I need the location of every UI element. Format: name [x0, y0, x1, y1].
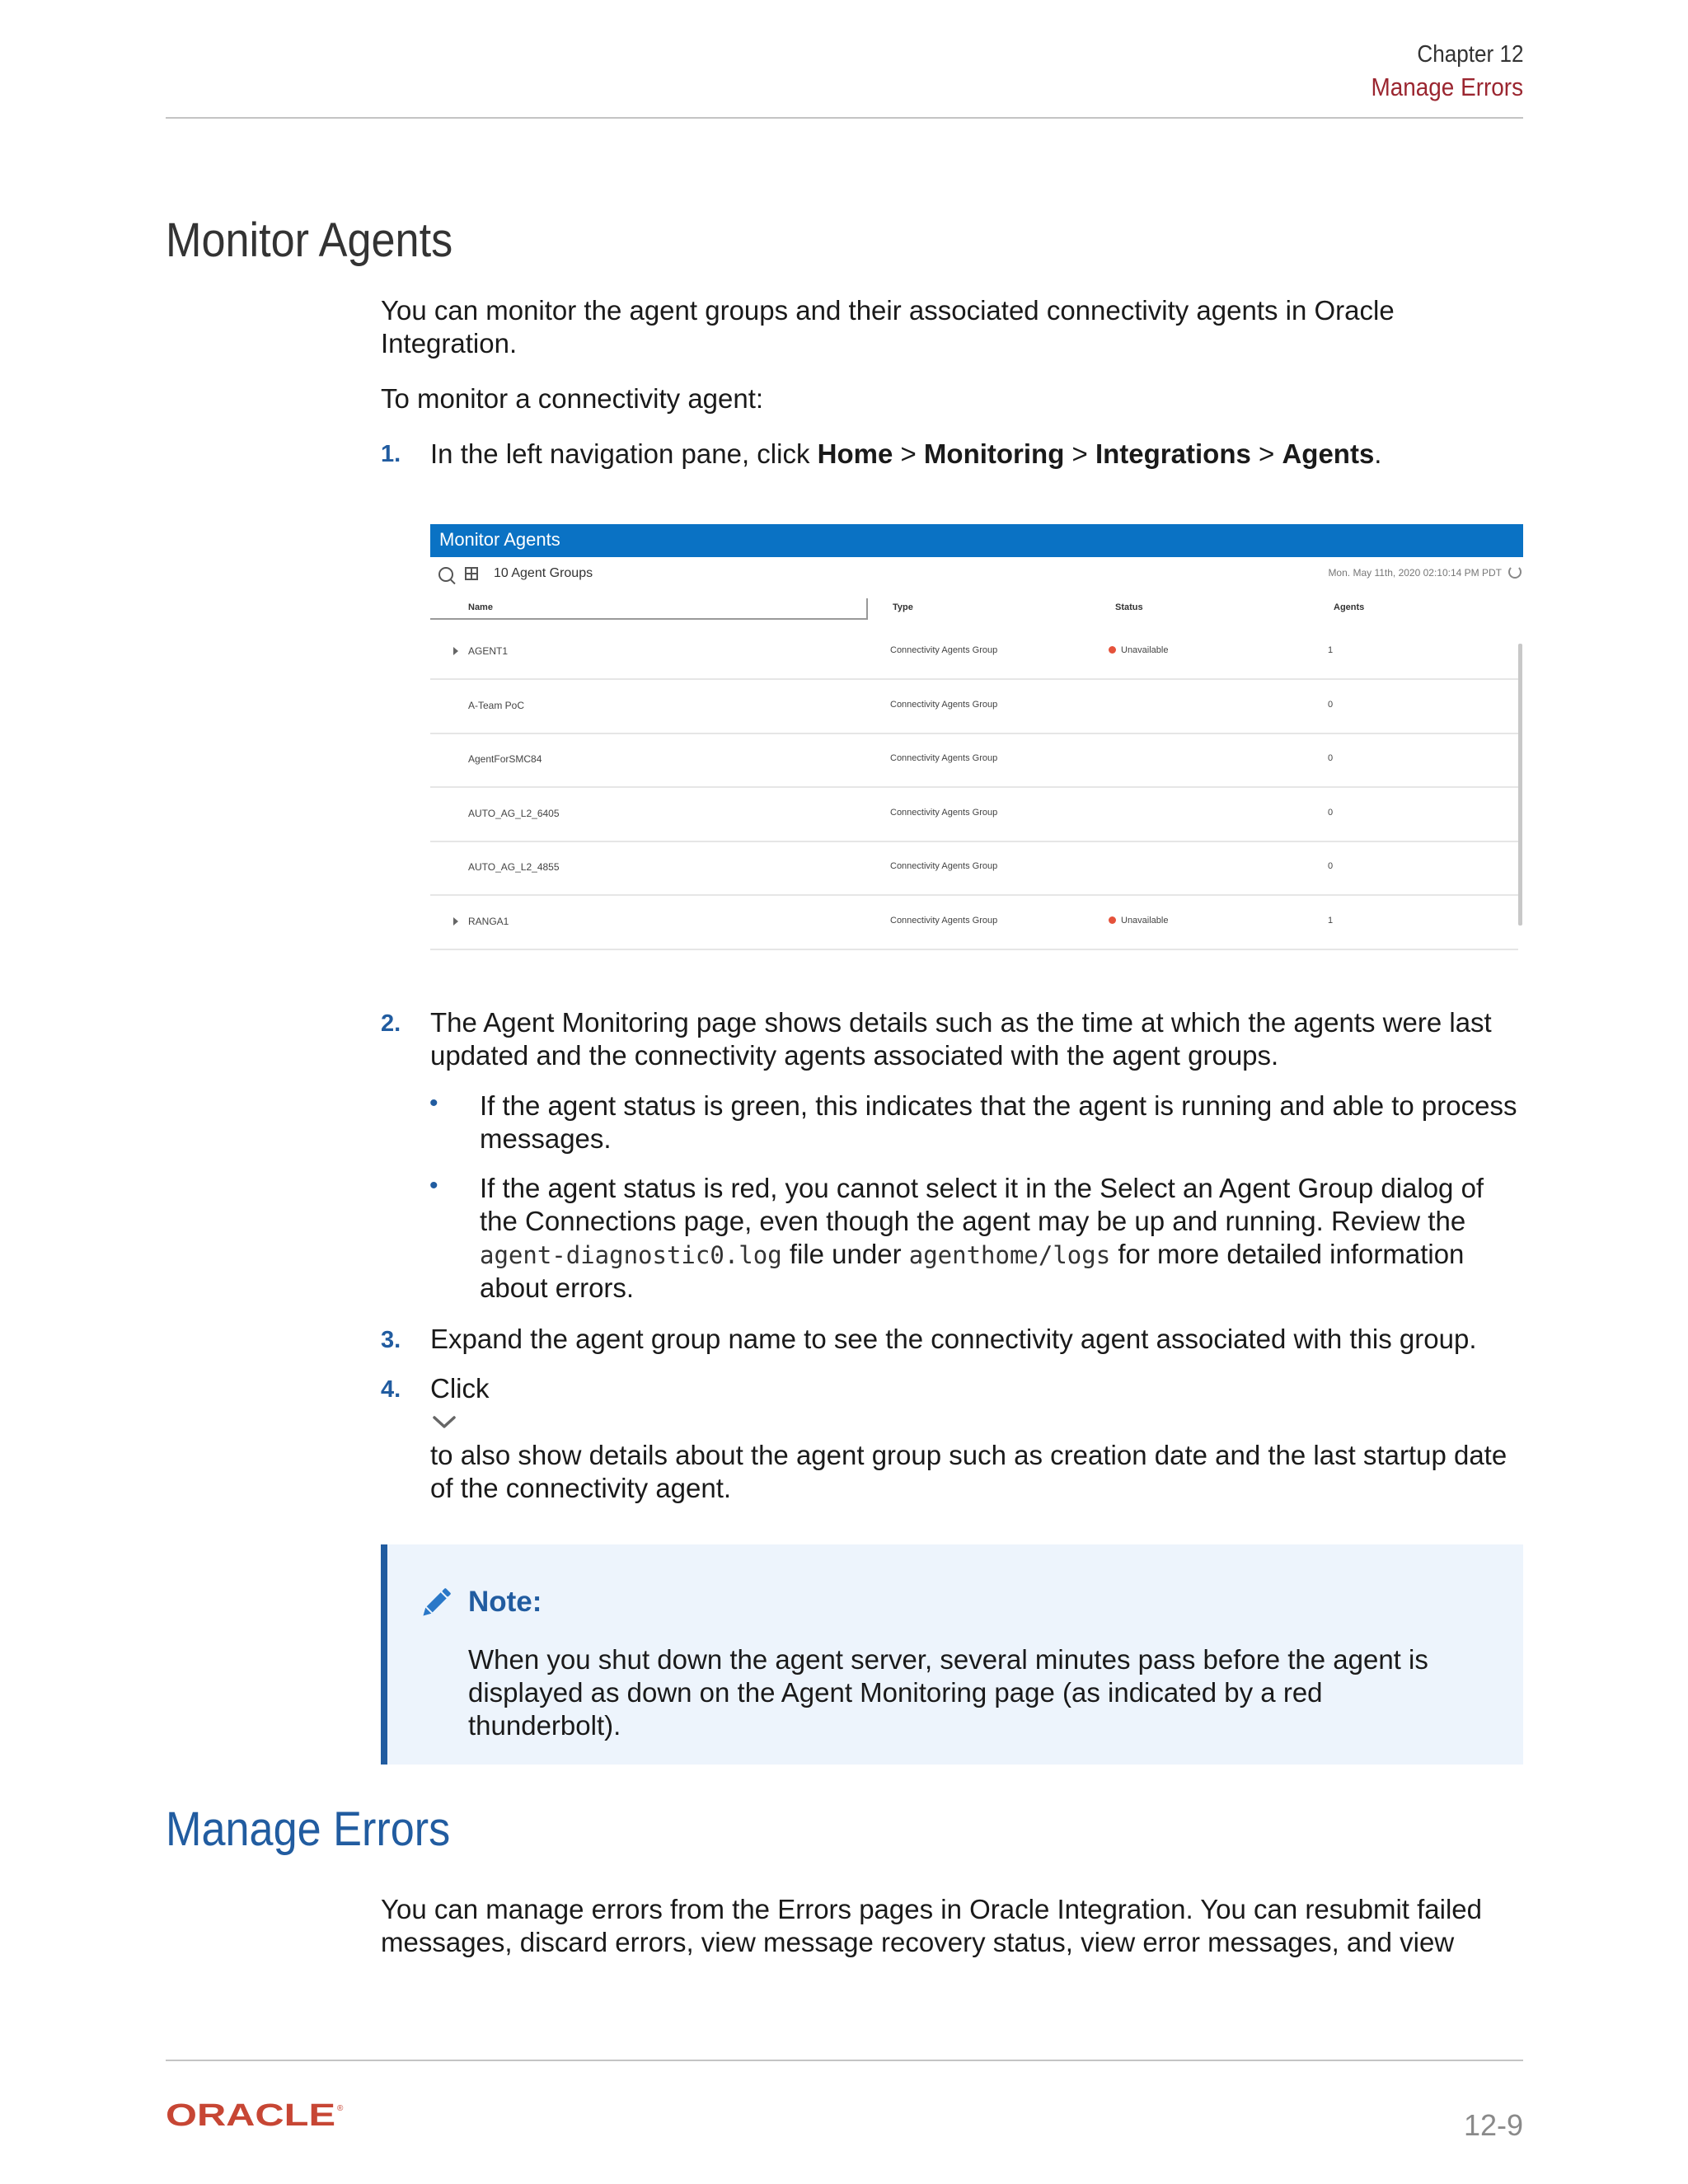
monitor-intro — [381, 294, 1523, 360]
step-number: 1. — [381, 441, 401, 467]
agent-count: 0 — [1328, 808, 1334, 818]
agent-group-type: Connectivity Agents Group — [890, 916, 998, 926]
note-title: Note: — [468, 1586, 542, 1618]
svg-text:®: ® — [337, 2104, 344, 2113]
name-column-header-box — [430, 598, 868, 620]
running-header-chapter: Chapter 12 — [1416, 41, 1523, 68]
bullet-red-middle: file under — [781, 1239, 909, 1269]
oracle-logo — [166, 2101, 347, 2129]
agent-group-status — [1109, 645, 1168, 655]
agent-group-type: Connectivity Agents Group — [890, 753, 998, 763]
last-updated-timestamp: Mon. May 11th, 2020 02:10:14 PM PDT — [1328, 567, 1502, 579]
nav-path-monitoring: Monitoring — [923, 438, 1065, 469]
oracle-logo-text: ORACLE — [166, 2101, 335, 2129]
table-row — [430, 786, 1518, 842]
agent-group-name: A-Team PoC — [468, 700, 525, 711]
table-row — [430, 840, 1518, 896]
page-number: 12-9 — [1463, 2108, 1523, 2142]
step-4-click: Click — [430, 1373, 490, 1404]
pencil-icon — [417, 1584, 455, 1622]
table-row — [430, 732, 1518, 788]
status-label: Unavailable — [1121, 645, 1169, 655]
agent-count: 0 — [1328, 753, 1334, 763]
note-text: When you shut down the agent server, several minutes pass before the agent is displayed as down on the Agent Monitoring page (as indicated by a red thunderbolt). — [468, 1644, 1428, 1741]
log-file-name: agent-diagnostic0.log — [480, 1241, 782, 1269]
table-row — [430, 624, 1518, 680]
agent-group-status — [1109, 916, 1168, 926]
refresh-icon — [1508, 565, 1522, 579]
agent-group-count: 10 Agent Groups — [494, 566, 593, 580]
bullet-status-red — [480, 1172, 1523, 1305]
step-number: 2. — [381, 1010, 401, 1037]
step-number: 3. — [381, 1327, 401, 1353]
section-title-manage-errors: Manage Errors — [166, 1802, 451, 1856]
agent-group-name: AgentForSMC84 — [468, 753, 542, 765]
agent-group-type: Connectivity Agents Group — [890, 861, 998, 871]
step-4-text: to also show details about the agent group such as creation date and the last startup date of the connectivity agent. — [430, 1440, 1507, 1503]
agent-group-name: AUTO_AG_L2_6405 — [468, 808, 560, 819]
agent-group-name: RANGA1 — [468, 916, 509, 927]
path-separator: > — [1064, 438, 1095, 469]
path-separator: > — [893, 438, 924, 469]
status-dot-icon — [1109, 646, 1116, 654]
step-3-text: Expand the agent group name to see the connectivity agent associated with this group. — [430, 1324, 1477, 1354]
step-2-text: The Agent Monitoring page shows details such as the time at which the agents were last updated and the connectivity agents associated with the agent groups. — [430, 1007, 1492, 1071]
step-1-text — [430, 438, 1523, 471]
search-icon — [438, 567, 453, 582]
screenshot-scrollbar — [1518, 644, 1522, 926]
column-header-status: Status — [1115, 602, 1143, 612]
grid-view-icon — [465, 567, 478, 580]
column-header-name: Name — [468, 602, 493, 612]
nav-path-agents: Agents — [1282, 438, 1375, 469]
header-rule — [166, 117, 1523, 119]
column-header-type: Type — [893, 602, 913, 612]
chevron-down-icon — [432, 1414, 457, 1431]
monitor-agents-screenshot — [430, 524, 1523, 950]
step-1-prefix: In the left navigation pane, click — [430, 438, 818, 469]
nav-path-integrations: Integrations — [1095, 438, 1251, 469]
errors-intro — [381, 1893, 1523, 1959]
agent-count: 0 — [1328, 700, 1334, 710]
status-label: Unavailable — [1121, 916, 1169, 926]
errors-intro-paragraph: You can manage errors from the Errors pages in Oracle Integration. You can resubmit failed messages, discard errors, view message recovery status, view error messages, and view — [381, 1894, 1483, 1957]
note-box — [381, 1544, 1523, 1765]
agent-group-type: Connectivity Agents Group — [890, 700, 998, 710]
note-accent-bar — [381, 1544, 387, 1765]
nav-path-home: Home — [817, 438, 893, 469]
bullet-icon: • — [429, 1172, 438, 1199]
section-title-monitor-agents: Monitor Agents — [166, 213, 453, 267]
screenshot-title-bar — [430, 524, 1523, 557]
footer-rule — [166, 2060, 1523, 2061]
monitor-lead — [381, 382, 1523, 415]
column-header-agents: Agents — [1334, 602, 1365, 612]
agent-group-name: AUTO_AG_L2_4855 — [468, 861, 560, 873]
bullet-status-green: If the agent status is green, this indicates that the agent is running and able to process messages. — [480, 1090, 1517, 1154]
bullet-red-after: for more detailed information about errors. — [480, 1239, 1465, 1303]
table-row — [430, 678, 1518, 734]
agent-count: 1 — [1328, 645, 1334, 655]
agent-group-type: Connectivity Agents Group — [890, 645, 998, 655]
screenshot-title: Monitor Agents — [439, 529, 560, 550]
expand-caret-icon — [453, 647, 458, 655]
bullet-red-before: If the agent status is red, you cannot select it in the Select an Agent Group dialog of the Connections page, even though the agent may be up and running. Review the — [480, 1173, 1484, 1236]
path-separator: > — [1250, 438, 1282, 469]
expand-caret-icon — [453, 917, 458, 926]
table-row — [430, 894, 1518, 950]
running-header-section: Manage Errors — [1371, 73, 1523, 101]
status-dot-icon — [1109, 916, 1116, 924]
agent-group-type: Connectivity Agents Group — [890, 808, 998, 818]
step-number: 4. — [381, 1376, 401, 1403]
screenshot-toolbar — [430, 565, 1523, 588]
agent-group-name: AGENT1 — [468, 645, 509, 657]
log-directory: agenthome/logs — [908, 1241, 1111, 1269]
agent-count: 1 — [1328, 916, 1334, 926]
intro-paragraph: You can monitor the agent groups and their associated connectivity agents in Oracle Integration. — [381, 295, 1395, 359]
step-1-suffix: . — [1374, 438, 1382, 469]
bullet-icon: • — [429, 1090, 438, 1117]
lead-paragraph: To monitor a connectivity agent: — [381, 383, 764, 414]
agent-count: 0 — [1328, 861, 1334, 871]
